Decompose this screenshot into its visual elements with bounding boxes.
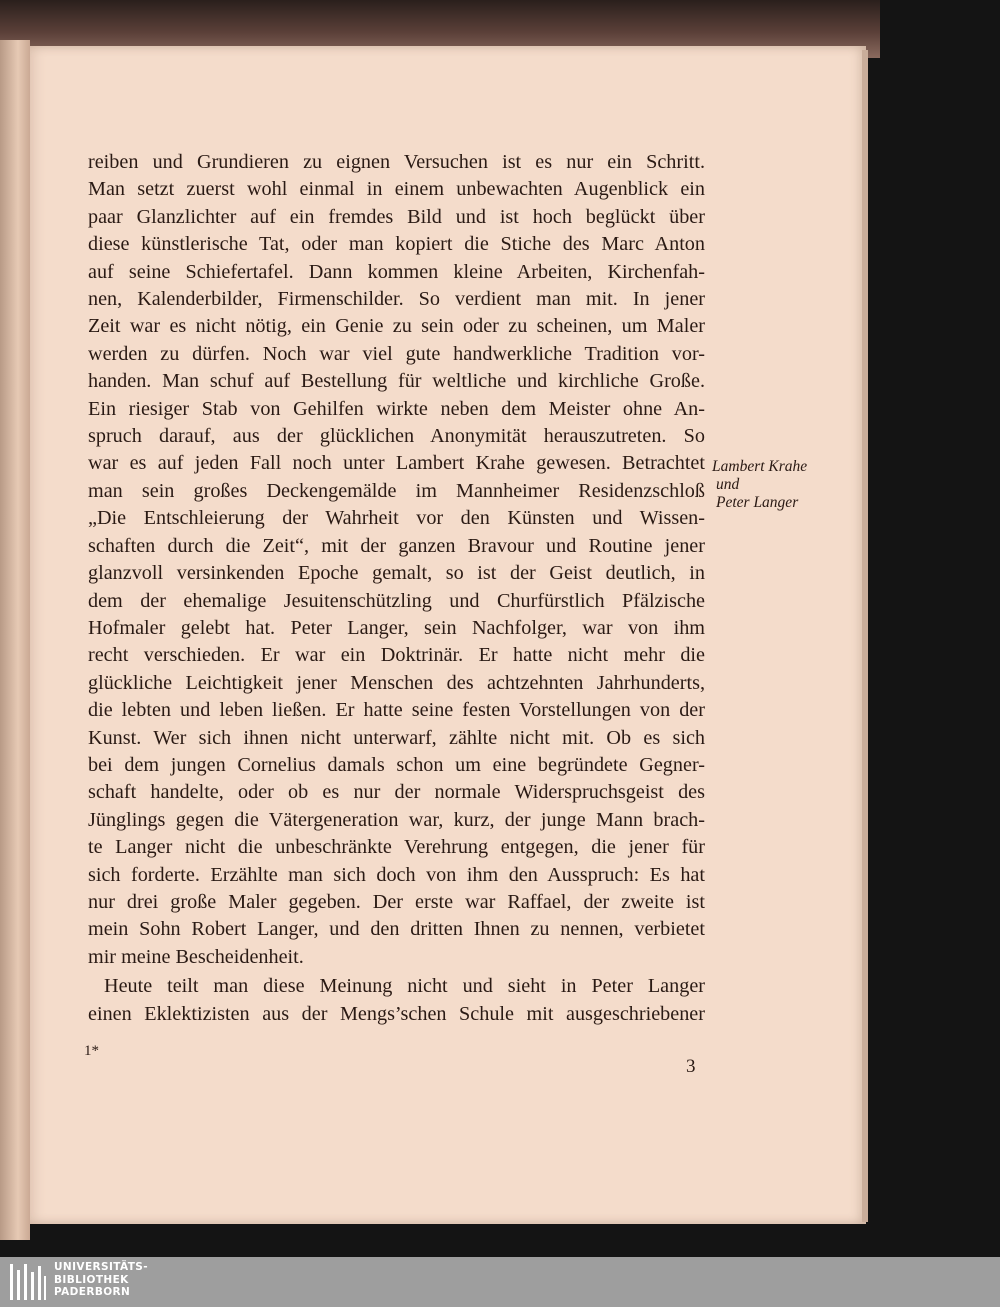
text-line: auf seine Schiefertafel. Dann kommen kleine Arbeiten, Kirchenfah- (88, 260, 705, 283)
text-line: Hofmaler gelebt hat. Peter Langer, sein Nachfolger, war von ihm (88, 616, 705, 639)
text-line: recht verschieden. Er war ein Doktrinär. Er hatte nicht mehr die (88, 644, 705, 667)
signature-mark: 1* (84, 1043, 99, 1059)
page-number: 3 (686, 1056, 696, 1077)
margin-note-line: Lambert Krahe (712, 458, 808, 475)
text-line: Zeit war es nicht nötig, ein Genie zu sein oder zu scheinen, um Maler (88, 315, 705, 338)
text-line: handen. Man schuf auf Bestellung für weltliche und kirchliche Große. (88, 370, 705, 393)
text-line: Heute teilt man diese Meinung nicht und sieht in Peter Langer (104, 975, 705, 998)
text-line: glanzvoll versinkenden Epoche gemalt, so ist der Geist deutlich, in (88, 562, 705, 585)
text-line: einen Eklektizisten aus der Mengs’schen Schule mit ausgeschriebener (88, 1002, 705, 1025)
text-line: Jünglings gegen die Vätergeneration war, kurz, der junge Mann brach- (88, 808, 705, 831)
library-logo-text (54, 1261, 148, 1299)
logo-line: PADERBORN (54, 1286, 131, 1298)
text-line: nen, Kalenderbilder, Firmenschilder. So verdient man mit. In jener (88, 288, 705, 311)
text-line: reiben und Grundieren zu eignen Versuchen ist es nur ein Schritt. (88, 151, 705, 173)
facing-page-edge (0, 40, 30, 1240)
text-line: war es auf jeden Fall noch unter Lambert Krahe gewesen. Betrachtet (88, 452, 705, 475)
margin-note-line: Peter Langer (716, 494, 799, 511)
library-logo-icon (8, 1262, 48, 1302)
text-line: nur drei große Maler gegeben. Der erste war Raffael, der zweite ist (88, 890, 705, 913)
text-line: glückliche Leichtigkeit jener Menschen des achtzehnten Jahrhunderts, (88, 671, 705, 694)
text-line: die lebten und leben ließen. Er hatte seine festen Vorstellungen von der (88, 699, 705, 722)
text-line: mir meine Bescheidenheit. (88, 945, 304, 968)
page-edge (862, 50, 868, 1222)
text-line: Kunst. Wer sich ihnen nicht unterwarf, zählte nicht mit. Ob es sich (88, 726, 705, 749)
text-line: dem der ehemalige Jesuitenschützling und Churfürstlich Pfälzische (88, 589, 705, 612)
margin-note-line: und (716, 476, 740, 493)
text-line: man sein großes Deckengemälde im Mannheimer Residenzschloß (88, 479, 705, 502)
body-text (88, 149, 705, 1028)
logo-line: BIBLIOTHEK (54, 1273, 129, 1286)
text-line: diese künstlerische Tat, oder man kopiert die Stiche des Marc Anton (88, 233, 705, 256)
text-line: Ein riesiger Stab von Gehilfen wirkte neben dem Meister ohne An- (88, 397, 705, 420)
logo-line: UNIVERSITÄTS- (54, 1261, 149, 1273)
footer-bar (0, 1257, 1000, 1307)
text-line: werden zu dürfen. Noch war viel gute handwerkliche Tradition vor- (88, 342, 705, 365)
text-line: Man setzt zuerst wohl einmal in einem unbewachten Augenblick ein (88, 178, 705, 201)
text-line: sich forderte. Erzählte man sich doch von ihm den Ausspruch: Es hat (88, 863, 705, 886)
margin-note (712, 458, 862, 512)
text-line: paar Glanzlichter auf ein fremdes Bild und ist hoch beglückt über (88, 205, 705, 228)
text-line: schaft handelte, oder ob es nur der normale Widerspruchsgeist des (88, 781, 705, 804)
text-line: schaften durch die Zeit“, mit der ganzen Bravour und Routine jener (88, 534, 705, 557)
text-line: spruch darauf, aus der glücklichen Anonymität herauszutreten. So (88, 425, 705, 448)
text-line: te Langer nicht die unbeschränkte Verehrung entgegen, die jener für (88, 836, 705, 859)
text-line: mein Sohn Robert Langer, und den dritten Ihnen zu nennen, verbietet (88, 918, 705, 941)
text-line: bei dem jungen Cornelius damals schon um eine begründete Gegner- (88, 753, 705, 776)
text-line: „Die Entschleierung der Wahrheit vor den Künsten und Wissen- (88, 507, 705, 530)
